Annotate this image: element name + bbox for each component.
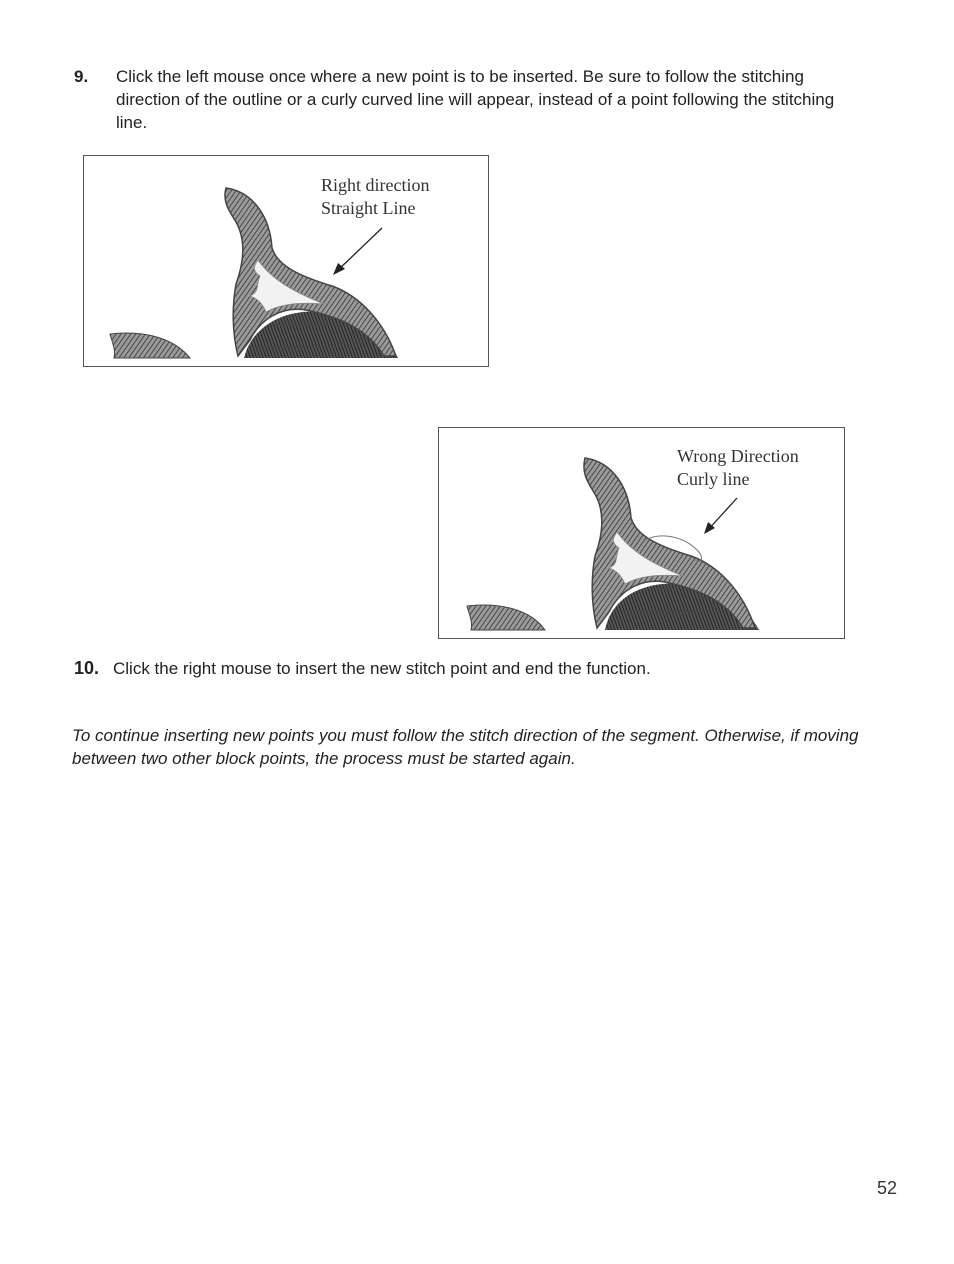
caption-line-1: Wrong Direction [677,446,799,466]
step-number: 9. [74,67,89,86]
italic-note: To continue inserting new points you must follow the stitch direction of the segment. Otherwise, if moving between two other block points, the process must be started again. [72,726,859,768]
step-9 [74,65,864,137]
step-text: Click the right mouse to insert the new stitch point and end the function. [113,659,651,678]
step-text: Click the left mouse once where a new point is to be inserted. Be sure to follow the stitching direction of the outline or a curly curved line will appear, instead of a point following the stitching line. [116,67,835,132]
step-number: 10. [74,658,100,678]
figure-wrong-direction [438,427,845,639]
arrow-line [336,228,382,272]
caption-line-2: Curly line [677,469,750,489]
caption-line-1: Right direction [321,175,430,195]
figure-caption [677,445,799,491]
figure-caption [321,174,429,220]
figure-right-direction [83,155,489,367]
caption-line-2: Straight Line [321,198,416,218]
step-10 [74,657,864,681]
page-number: 52 [877,1178,898,1198]
